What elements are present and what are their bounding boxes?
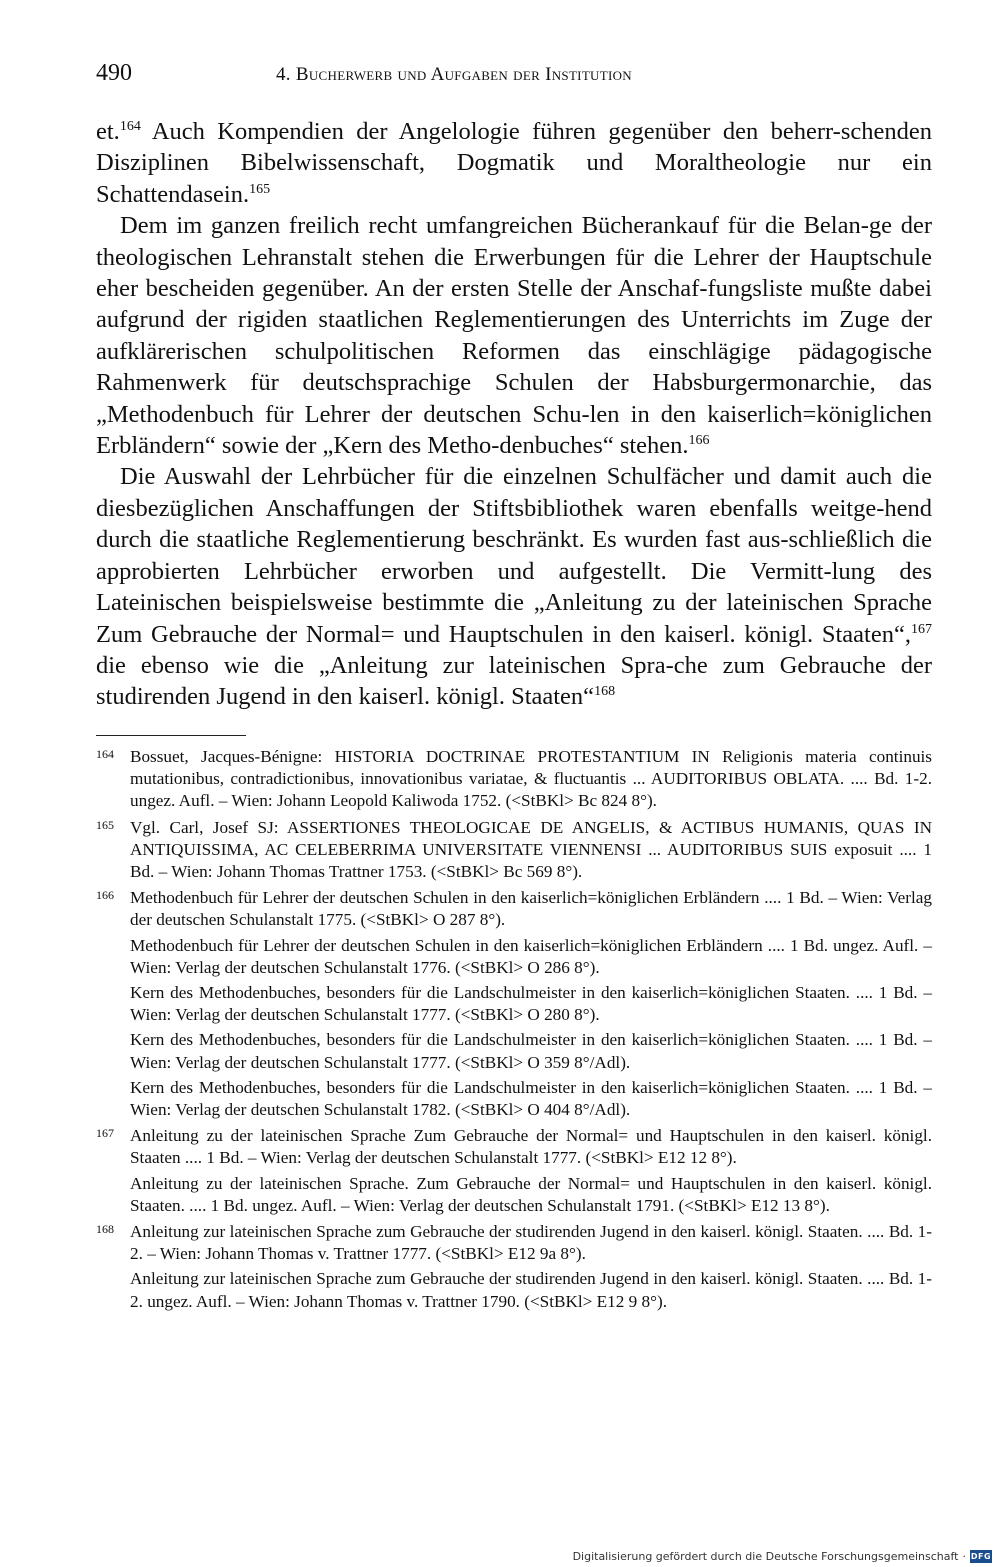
funding-notice: Digitalisierung gefördert durch die Deutsche Forschungsgemeinschaft · DFG [572, 1549, 992, 1563]
footnote-number: 165 [96, 817, 114, 832]
footnote-entry: Kern des Methodenbuches, besonders für die Landschulmeister in den kaiserlich=königlichen Staaten. .... 1 Bd. – Wien: Verlag der deutschen Schulanstalt 1777. (<StBKl> O 280 8°). [130, 983, 932, 1025]
dfg-logo-icon: DFG [970, 1551, 992, 1561]
footnote-entry: Bossuet, Jacques-Bénigne: HISTORIA DOCTRINAE PROTESTANTIUM IN Religionis materia continuis mutationibus, contradictionibus, innovationibus variatae, & fluctuantis ... AUDITORIBUS OBLATA. .... Bd. 1-2. ungez. Aufl. – Wien: Johann Leopold Kaliwoda 1752. (<StBKl> Bc 824 8°). [130, 747, 932, 811]
text-run: et. [96, 118, 120, 145]
footnote-entry: Anleitung zur lateinischen Sprache zum Gebrauche der studirenden Jugend in den kaiserl. königl. Staaten. .... Bd. 1-2. – Wien: Johann Thomas v. Trattner 1777. (<StBKl> E12 9a 8°). [130, 1222, 932, 1264]
footnote-entry: Methodenbuch für Lehrer der deutschen Schulen in den kaiserlich=königlichen Erbländern .... 1 Bd. – Wien: Verlag der deutschen Schulanstalt 1775. (<StBKl> O 287 8°). [130, 888, 932, 930]
footnote-ref-165[interactable]: 165 [249, 181, 271, 197]
footnote-168 [96, 1221, 932, 1313]
funding-notice-text: Digitalisierung gefördert durch die Deutsche Forschungsgemeinschaft [572, 1549, 959, 1563]
footnote-entry: Kern des Methodenbuches, besonders für die Landschulmeister in den kaiserlich=königlichen Staaten. .... 1 Bd. – Wien: Verlag der deutschen Schulanstalt 1782. (<StBKl> O 404 8°/Adl). [130, 1077, 932, 1120]
paragraph [96, 461, 932, 712]
footnote-164 [96, 746, 932, 813]
footnote-entry: Anleitung zu der lateinischen Sprache Zum Gebrauche der Normal= und Hauptschulen in den kaiserl. königl. Staaten .... 1 Bd. – Wien: Verlag der deutschen Schulanstalt 1777. (<StBKl> E12 12 8°). [130, 1126, 932, 1168]
footnote-ref-166[interactable]: 166 [688, 433, 710, 449]
footnotes [96, 746, 932, 1317]
footnote-entry: Kern des Methodenbuches, besonders für die Landschulmeister in den kaiserlich=königlichen Staaten. .... 1 Bd. – Wien: Verlag der deutschen Schulanstalt 1777. (<StBKl> O 359 8°/Adl). [130, 1030, 932, 1072]
footnote-166 [96, 887, 932, 1121]
text-run: Die Auswahl der Lehrbücher für die einzelnen Schulfächer und damit auch die diesbezüglichen Anschaffungen der Stiftsbibliothek waren ebenfalls weitge-hend durch die staatliche Reglementierung beschränkt. Es wurden fast aus-schließlich die approbierten Lehrbücher erworben und aufgestellt. Die Vermitt-lung des Lateinischen beispielsweise bestimmte die „Anleitung zu der lateinischen Sprache Zum Gebrauche der Normal= und Hauptschulen in den kaiserl. königl. Staaten“, [96, 463, 932, 648]
paragraph [96, 210, 932, 461]
footnote-165 [96, 817, 932, 884]
footnote-entry: Methodenbuch für Lehrer der deutschen Schulen in den kaiserlich=königlichen Erbländern .... 1 Bd. ungez. Aufl. – Wien: Verlag der deutschen Schulanstalt 1776. (<StBKl> O 286 8°). [130, 935, 932, 977]
footnote-entry: Anleitung zur lateinischen Sprache zum Gebrauche der studirenden Jugend in den kaiserl. königl. Staaten. .... Bd. 1-2. ungez. Aufl. – Wien: Johann Thomas v. Trattner 1790. (<StBKl> E12 9 8°). [130, 1269, 932, 1311]
paragraph [96, 116, 932, 210]
footnote-167 [96, 1125, 932, 1217]
footnote-number: 168 [96, 1222, 114, 1237]
footnote-number: 166 [96, 888, 114, 903]
footnote-ref-167[interactable]: 167 [911, 621, 932, 637]
page-header [96, 60, 932, 94]
text-run: Dem im ganzen freilich recht umfangreichen Bücherankauf für die Belan-ge der theologischen Lehranstalt stehen die Erwerbungen für die Lehrer der Hauptschule eher bescheiden gegenüber. An der ersten Stelle der Anschaf-fungsliste mußte dabei aufgrund der rigiden staatlichen Reglementierungen des Unterrichts im Zuge der aufklärerischen schulpolitischen Reformen das einschlägige pädagogische Rahmenwerk für deutschsprachige Schulen der Habsburgermonarchie, das „Methodenbuch für Lehrer der deutschen Schu-len in den kaiserlich=königlichen Erbländern“ sowie der „Kern des Metho-denbuches“ stehen. [96, 212, 932, 460]
footnote-number: 164 [96, 747, 114, 761]
footnote-entry: Vgl. Carl, Josef SJ: ASSERTIONES THEOLOGICAE DE ANGELIS, & ACTIBUS HUMANIS, QUAS IN ANTIQUISSIMA, AC CELEBERRIMA UNIVERSITATE VIENNENSI ... AUDITORIBUS SUIS exposuit .... 1 Bd. – Wien: Johann Thomas Trattner 1753. (<StBKl> Bc 569 8°). [130, 817, 932, 882]
page-number: 490 [96, 60, 132, 86]
footnote-number: 167 [96, 1126, 114, 1141]
main-text [96, 116, 932, 713]
footnote-separator [96, 735, 246, 736]
footnote-ref-168[interactable]: 168 [594, 684, 616, 700]
footnote-entry: Anleitung zu der lateinischen Sprache. Zum Gebrauche der Normal= und Hauptschulen in den kaiserl. königl. Staaten. .... 1 Bd. ungez. Aufl. – Wien: Verlag der deutschen Schulanstalt 1791. (<StBKl> E12 13 8°). [130, 1173, 932, 1215]
text-run: Auch Kompendien der Angelologie führen gegenüber den beherr-schenden Disziplinen Bibelwissenschaft, Dogmatik und Moraltheologie nur ein Schattendasein. [96, 118, 932, 208]
text-run: die ebenso wie die „Anleitung zur lateinischen Spra-che zum Gebrauche der studirenden Jugend in den kaiserl. königl. Staaten“ [96, 651, 932, 711]
footnote-ref-164[interactable]: 164 [119, 119, 141, 134]
running-head: 4. Bucherwerb und Aufgaben der Institution [276, 64, 632, 85]
